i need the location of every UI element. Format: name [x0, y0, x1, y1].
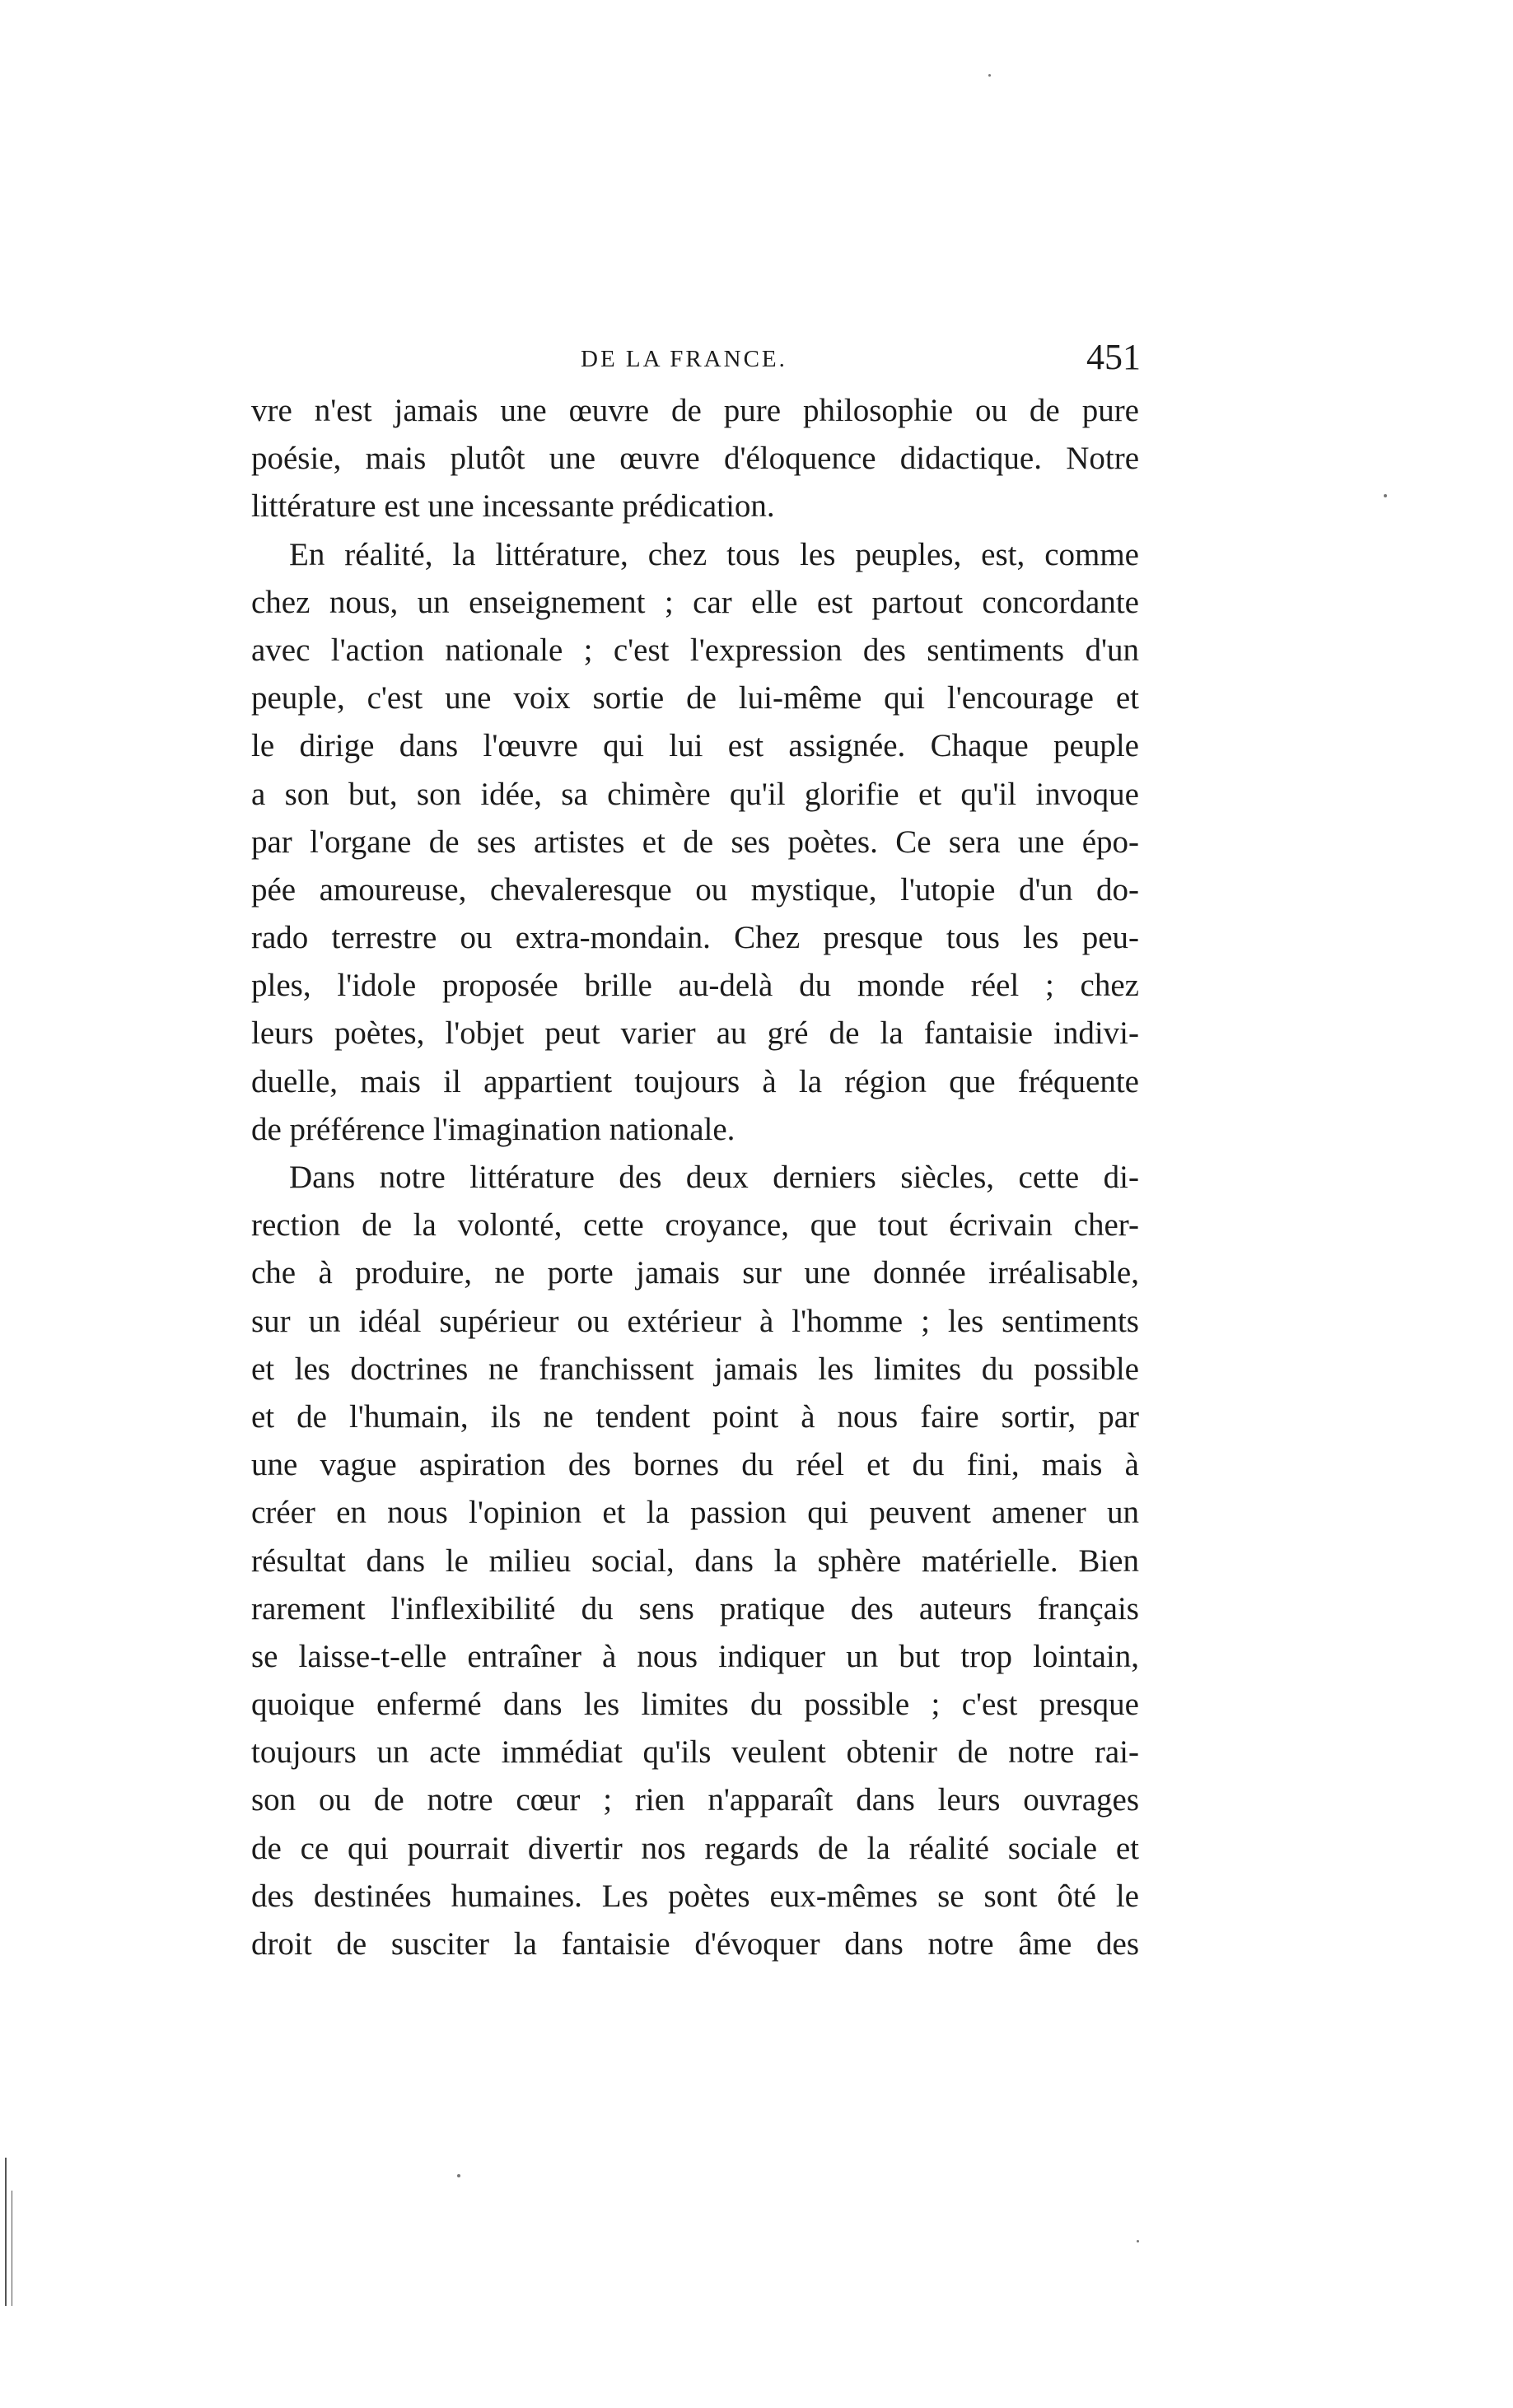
text-line: rection de la volonté, cette croyance, que tout écrivain cher- [251, 1207, 1139, 1244]
text-line: a son but, son idée, sa chimère qu'il glorifie et qu'il invoque [251, 776, 1139, 812]
text-line: le dirige dans l'œuvre qui lui est assignée. Chaque peuple [251, 728, 1139, 764]
scan-speck [457, 2174, 460, 2177]
text-line: rado terrestre ou extra-mondain. Chez presque tous les peu- [251, 920, 1139, 956]
text-line: se laisse-t-elle entraîner à nous indiquer un but trop lointain, [251, 1638, 1139, 1674]
text-line: de ce qui pourrait divertir nos regards de la réalité sociale et [251, 1830, 1139, 1866]
scan-speck [1384, 494, 1387, 497]
text-line: rarement l'inflexibilité du sens pratique des auteurs français [251, 1590, 1139, 1626]
paragraph [251, 531, 1139, 1154]
text-line: une vague aspiration des bornes du réel et du fini, mais à [251, 1447, 1139, 1483]
scan-speck [1137, 2240, 1139, 2242]
text-line: leurs poètes, l'objet peut varier au gré de la fantaisie indivi- [251, 1015, 1139, 1052]
text-line: quoique enfermé dans les limites du possible ; c'est presque [251, 1687, 1139, 1723]
body-text [251, 387, 1139, 1968]
text-line: avec l'action nationale ; c'est l'expression des sentiments d'un [251, 632, 1139, 668]
running-head [251, 336, 1141, 394]
scan-edge-line [5, 2158, 7, 2306]
text-line: duelle, mais il appartient toujours à la région que fréquente [251, 1063, 1139, 1099]
text-line: toujours un acte immédiat qu'ils veulent obtenir de notre rai- [251, 1734, 1139, 1771]
scan-speck [988, 74, 991, 77]
text-line: ples, l'idole proposée brille au-delà du monde réel ; chez [251, 968, 1139, 1004]
text-line: chez nous, un enseignement ; car elle est partout concordante [251, 584, 1139, 620]
text-line: et de l'humain, ils ne tendent point à nous faire sortir, par [251, 1398, 1139, 1435]
paragraph [251, 1154, 1139, 1968]
text-line: sur un idéal supérieur ou extérieur à l'homme ; les sentiments [251, 1303, 1139, 1339]
text-line: créer en nous l'opinion et la passion qui peuvent amener un [251, 1495, 1139, 1531]
text-line: résultat dans le milieu social, dans la sphère matérielle. Bien [251, 1542, 1139, 1579]
text-line: Dans notre littérature des deux derniers siècles, cette di- [289, 1160, 1139, 1195]
text-line: de préférence l'imagination nationale. [251, 1111, 735, 1147]
text-line: peuple, c'est une voix sortie de lui-même qui l'encourage et [251, 680, 1139, 716]
paragraph [251, 387, 1139, 531]
text-line: che à produire, ne porte jamais sur une donnée irréalisable, [251, 1255, 1139, 1291]
text-line: littérature est une incessante prédication. [251, 488, 775, 525]
text-line: pée amoureuse, chevaleresque ou mystique, l'utopie d'un do- [251, 871, 1139, 908]
text-line: poésie, mais plutôt une œuvre d'éloquence didactique. Notre [251, 441, 1139, 477]
page-number: 451 [1086, 337, 1141, 377]
text-line: droit de susciter la fantaisie d'évoquer dans notre âme des [251, 1926, 1139, 1962]
text-line: En réalité, la littérature, chez tous les peuples, est, comme [289, 536, 1139, 572]
text-line: son ou de notre cœur ; rien n'apparaît dans leurs ouvrages [251, 1782, 1139, 1818]
text-line: par l'organe de ses artistes et de ses poètes. Ce sera une épo- [251, 824, 1139, 860]
text-line: vre n'est jamais une œuvre de pure philosophie ou de pure [251, 393, 1139, 428]
text-line: des destinées humaines. Les poètes eux-mêmes se sont ôté le [251, 1878, 1139, 1914]
text-line: et les doctrines ne franchissent jamais les limites du possible [251, 1351, 1139, 1387]
running-title: DE LA FRANCE. [581, 346, 787, 372]
